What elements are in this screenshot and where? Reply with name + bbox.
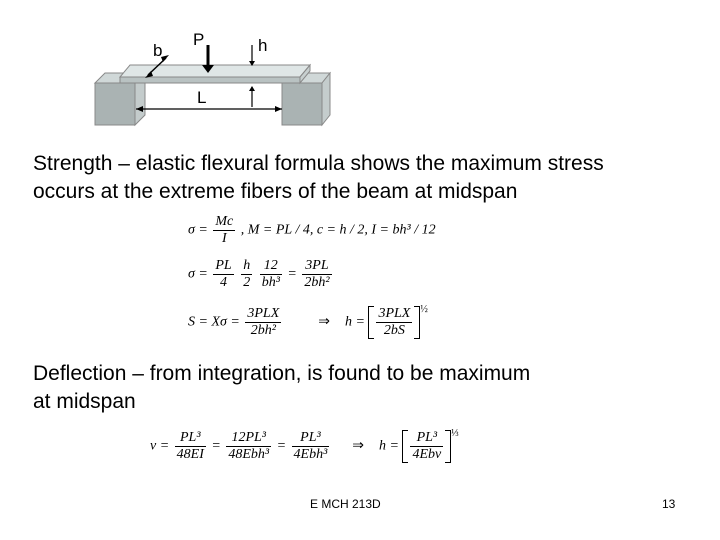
eq2-f1-num: PL: [215, 258, 232, 273]
eq3-f-den: 2bh²: [250, 323, 276, 338]
eq2-f2-num: h: [243, 258, 251, 273]
def-fraction-1: [175, 430, 206, 463]
def-equals-1: =: [211, 438, 221, 454]
eq3-exponent: ½: [420, 303, 428, 315]
eq2-lhs: σ =: [188, 266, 208, 282]
eq2-fraction-3: [260, 258, 282, 291]
def-lhs: v =: [150, 438, 170, 454]
eq3-h: h =: [344, 314, 365, 330]
def-equals-2: =: [276, 438, 287, 454]
def-f2-num: 12PL³: [226, 430, 271, 447]
def-f3-den: 4Ebh³: [293, 447, 328, 462]
def-f3-num: PL³: [292, 430, 330, 447]
def-bracket-fraction: [410, 430, 443, 463]
eq2-f1-den: 4: [220, 275, 228, 290]
beam-diagram: [90, 25, 340, 135]
label-h: h: [258, 36, 268, 55]
strength-paragraph: [33, 150, 604, 206]
equation-stress-substitution: [188, 258, 334, 291]
eq3-b-den: 2bS: [383, 323, 405, 338]
eq3-b-num: 3PLX: [378, 306, 411, 321]
def-h: h =: [379, 438, 399, 454]
implies-arrow-icon: ⇒: [318, 314, 330, 330]
footer-course: E MCH 213D: [310, 497, 381, 511]
def-bracket: [402, 430, 451, 463]
label-b: b: [153, 41, 163, 60]
eq3-bracket-fraction: [376, 306, 412, 339]
def-fraction-2: [226, 430, 271, 463]
def-b-num: PL³: [410, 430, 443, 447]
eq3-f-num: 3PLX: [247, 306, 280, 321]
eq2-f3-den: bh³: [261, 275, 280, 290]
def-b-den: 4Ebv: [412, 447, 442, 462]
eq1-den: I: [221, 231, 227, 246]
eq2-f2-den: 2: [243, 275, 251, 290]
def-f1-den: 48EI: [176, 447, 204, 462]
page-number: 13: [662, 497, 676, 511]
eq2-fraction-4: [302, 258, 331, 291]
equation-deflection: [150, 427, 459, 463]
eq3-lhs: S = Xσ =: [188, 314, 240, 330]
eq1-rest: , M = PL / 4, c = h / 2, I = bh³ / 12: [240, 222, 436, 238]
deflection-line-2: at midspan: [33, 390, 136, 413]
label-L: L: [197, 88, 207, 107]
strength-line-1: Strength – elastic flexural formula shows the maximum stress: [33, 152, 604, 175]
eq2-f4-den: 2bh²: [304, 275, 330, 290]
eq2-fraction-1: [213, 258, 233, 291]
deflection-line-1: Deflection – from integration, is found to be maximum: [33, 362, 531, 385]
def-f1-num: PL³: [175, 430, 206, 447]
def-fraction-3: [292, 430, 330, 463]
eq3-fraction: [245, 306, 281, 339]
label-P: P: [193, 30, 205, 49]
strength-line-2: occurs at the extreme fibers of the beam at midspan: [33, 180, 518, 203]
def-f2-den: 48Ebh³: [228, 447, 270, 462]
def-exponent: ⅓: [451, 427, 459, 439]
eq2-f3-num: 12: [260, 258, 282, 275]
eq1-num: Mc: [215, 214, 234, 229]
deflection-paragraph: [33, 360, 530, 416]
eq2-f4-num: 3PL: [302, 258, 331, 275]
implies-arrow-icon: ⇒: [352, 438, 365, 454]
eq1-lhs: σ =: [188, 222, 208, 238]
eq2-equals: =: [287, 266, 297, 282]
equation-strength-height: [188, 303, 428, 339]
eq1-fraction: [213, 214, 235, 247]
beam-figure: [90, 25, 340, 135]
eq2-fraction-2: [241, 258, 252, 291]
eq3-bracket: [368, 306, 420, 339]
equation-flexure-formula: [188, 214, 436, 247]
